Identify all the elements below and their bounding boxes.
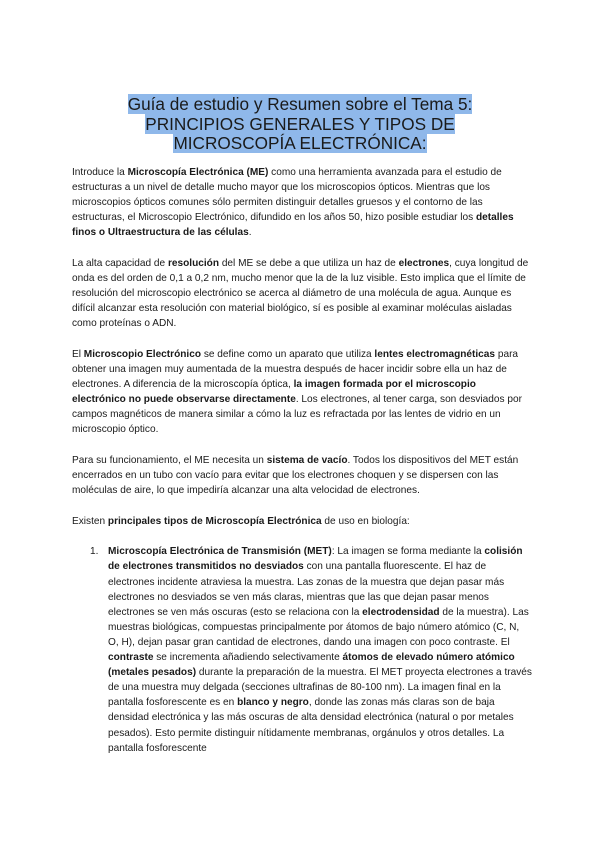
- types-list: [72, 544, 532, 755]
- list-item: 1. Microscopía Electrónica de Transmisión (MET): La imagen se forma mediante la colisión de electrones transmitidos no desviados con una pantalla fluorescente. El haz de electrones incidente atraviesa la muestra. Las zonas de la muestra que dejan pasar más electrones no desviados se ven más claras, mientras que las que dejan pasar menos electrones se ven más oscuras (esto se relaciona con la electrodensidad de la muestra). Las muestras biológicas, compuestas principalmente por átomos de bajo número atómico (C, N, O, H), dejan pasar gran cantidad de electrones, dando una imagen con poco contraste. El contraste se incrementa añadiendo selectivamente átomos de elevado número atómico (metales pesados) durante la preparación de la muestra. El MET proyecta electrones a través de una muestra muy delgada (secciones ultrafinas de 80-100 nm). La imagen final en la pantalla fosforescente es en blanco y negro, donde las zonas más claras son de baja densidad electrónica y las más oscuras de alta densidad electrónica (natural o por metales pesados). Esto permite distinguir nítidamente membranas, orgánulos y otros detalles. La pantalla fosforescente: [90, 546, 532, 754]
- paragraph-types-intro: Existen principales tipos de Microscopía Electrónica de uso en biología:: [72, 515, 410, 527]
- paragraph-intro: Introduce la Microscopía Electrónica (ME) como una herramienta avanzada para el estudio de estructuras a un nivel de detalle mucho mayor que los microscopios ópticos. Mientras que los microscopios ópticos comunes sólo permiten distinguir detalles gruesos y el contorno de las estructuras, el Microscopio Electrónico, difundido en los años 50, hizo posible estudiar los detalles finos o Ultraestructura de las células.: [72, 167, 514, 239]
- title-line-2: PRINCIPIOS GENERALES Y TIPOS DE: [145, 113, 455, 134]
- paragraph-definition: El Microscopio Electrónico se define como un aparato que utiliza lentes electromagnéticas para obtener una imagen muy aumentada de la muestra después de hacer incidir sobre ella un haz de electrones. A diferencia de la microscopía óptica, la imagen formada por el microscopio electrónico no puede observarse directamente. Los electrones, al tener carga, son desviados por campos magnéticos de manera similar a cómo la luz es refractada por las lentes de vidrio en un microscopio óptico.: [72, 348, 522, 436]
- page-title: [0, 95, 600, 154]
- title-line-1: Guía de estudio y Resumen sobre el Tema 5:: [127, 94, 473, 114]
- title-line-3: MICROSCOPÍA ELECTRÓNICA:: [173, 133, 427, 153]
- paragraph-vacuum: Para su funcionamiento, el ME necesita un sistema de vacío. Todos los dispositivos del MET están encerrados en un tubo con vacío para evitar que los electrones choquen y se dispersen con las moléculas de aire, lo que impediría alcanzar una alta velocidad de electrones.: [72, 455, 519, 497]
- document-body: [72, 165, 532, 756]
- list-number: 1.: [90, 546, 99, 558]
- paragraph-resolution: La alta capacidad de resolución del ME se debe a que utiliza un haz de electrones, cuya longitud de onda es del orden de 0,1 a 0,2 nm, mucho menor que la de la luz visible. Esto implica que el límite de resolución del microscopio electrónico se acerca al diámetro de una molécula de agua. Aunque es difícil alcanzar esta resolución con material biológico, sí es posible al examinar moléculas aisladas como proteínas o ADN.: [72, 257, 529, 330]
